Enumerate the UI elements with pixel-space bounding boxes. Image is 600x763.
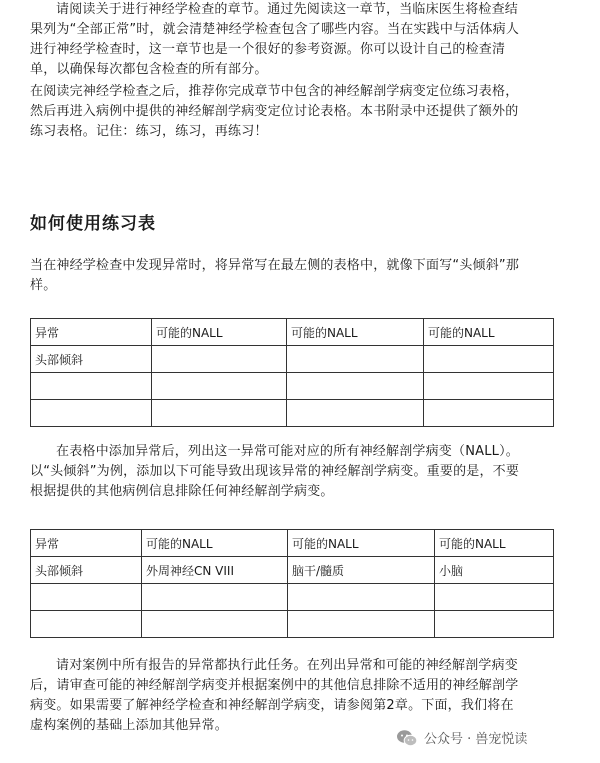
instruction-paragraph: 当在神经学检查中发现异常时，将异常写在最左侧的表格中，就像下面写“头倾斜”那样。 [30,258,520,293]
table-cell: 小脑 [435,557,554,584]
table-cell [424,400,554,427]
table-cell [288,611,435,638]
table-cell: 脑干/髓质 [288,557,435,584]
watermark-text: 公众号 · 兽宠悦读 [424,732,528,747]
table-cell [152,346,287,373]
table-row [31,346,554,373]
table-header-row [31,319,554,346]
table-header-cell: 异常 [31,319,152,346]
practice-paragraph: 在阅读完神经学检查之后，推荐你完成章节中包含的神经解剖学病变定位练习表格，然后再进入病例中提供的神经解剖学病变定位讨论表格。本书附录中还提供了额外的练习表格。记住：练习，练习，再练习！ [30,84,519,139]
table-cell [142,584,288,611]
table-cell [152,373,287,400]
table-row [31,400,554,427]
table-header-cell: 可能的NALL [152,319,287,346]
table-header-cell: 可能的NALL [435,530,554,557]
table-cell [31,400,152,427]
intro-paragraph: 请阅读关于进行神经学检查的章节。通过先阅读这一章节，当临床医生将检查结果列为“全部正常”时，就会清楚神经学检查包含了哪些内容。当在实践中与活体病人进行神经学检查时，这一章节也是一个很好的参考资源。你可以设计自己的检查清单，以确保每次都包含检查的所有部分。 [30,2,520,77]
table-row [31,611,554,638]
table-header-cell: 异常 [31,530,142,557]
table-cell [152,400,287,427]
table-cell [287,346,424,373]
table-header-row [31,530,554,557]
table-cell [31,373,152,400]
table-cell [142,611,288,638]
table-cell [424,373,554,400]
table-row [31,373,554,400]
wechat-icon [396,729,418,747]
table-header-cell: 可能的NALL [424,319,554,346]
table-cell [435,584,554,611]
table-cell: 头部倾斜 [31,346,152,373]
table-cell [31,611,142,638]
practice-table-1 [30,318,554,427]
table-row [31,557,554,584]
table-cell [424,346,554,373]
table-header-cell: 可能的NALL [142,530,288,557]
table-cell [287,400,424,427]
table-header-cell: 可能的NALL [288,530,435,557]
practice-table-2 [30,529,554,638]
watermark-footer [396,728,527,747]
table-cell [435,611,554,638]
table-cell [287,373,424,400]
task-paragraph: 请对案例中所有报告的异常都执行此任务。在列出异常和可能的神经解剖学病变后，请审查可能的神经解剖学病变并根据案例中的其他信息排除不适用的神经解剖学病变。如果需要了解神经学检查和神经解剖学病变，请参阅第2章。下面，我们将在虚构案例的基础上添加其他异常。 [30,658,519,733]
section-heading: 如何使用练习表 [30,214,156,234]
table-cell: 头部倾斜 [31,557,142,584]
table-header-cell: 可能的NALL [287,319,424,346]
table-cell [288,584,435,611]
nall-paragraph: 在表格中添加异常后，列出这一异常可能对应的所有神经解剖学病变（NALL）。以“头倾斜”为例，添加以下可能导致出现该异常的神经解剖学病变。重要的是，不要根据提供的其他病例信息排除任何神经解剖学病变。 [30,444,520,499]
table-cell: 外周神经CN VIII [142,557,288,584]
table-cell [31,584,142,611]
table-row [31,584,554,611]
